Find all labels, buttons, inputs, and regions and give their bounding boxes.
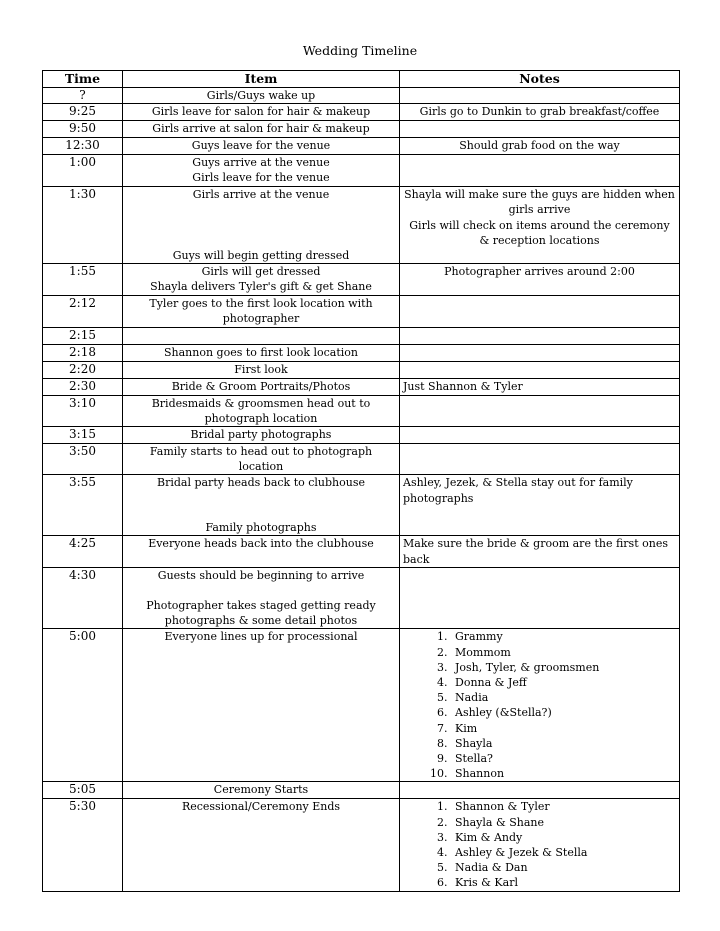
notes-cell bbox=[400, 344, 680, 361]
item-cell bbox=[123, 536, 400, 567]
item-line: Girls leave for the venue bbox=[192, 171, 330, 185]
item-line: Ceremony Starts bbox=[213, 783, 309, 797]
notes-paragraph: Girls will check on items around the ceremony & reception locations bbox=[409, 218, 670, 247]
timeline-row bbox=[43, 344, 680, 361]
item-line: Girls will get dressed bbox=[201, 265, 321, 279]
notes-cell bbox=[400, 327, 680, 344]
item-line: Guys arrive at the venue bbox=[192, 156, 330, 170]
list-item: 1. Grammy bbox=[451, 629, 676, 644]
timeline-row bbox=[43, 138, 680, 155]
timeline-row bbox=[43, 782, 680, 799]
notes-cell bbox=[400, 799, 680, 892]
item-cell bbox=[123, 88, 400, 104]
item-cell bbox=[123, 104, 400, 121]
time-cell: 2:15 bbox=[43, 327, 123, 344]
notes-cell: Make sure the bride & groom are the first ones back bbox=[400, 536, 680, 567]
item-cell bbox=[123, 475, 400, 536]
list-item: 7. Kim bbox=[451, 721, 676, 736]
timeline-row bbox=[43, 567, 680, 629]
item-cell bbox=[123, 327, 400, 344]
time-cell: 3:10 bbox=[43, 395, 123, 426]
time-cell: 2:18 bbox=[43, 344, 123, 361]
notes-cell: Photographer arrives around 2:00 bbox=[400, 264, 680, 295]
item-line: Bridal party heads back to clubhouse bbox=[156, 476, 365, 490]
time-cell: ? bbox=[43, 88, 123, 104]
item-cell bbox=[123, 264, 400, 295]
order-list bbox=[403, 799, 676, 890]
item-cell bbox=[123, 378, 400, 395]
item-line: Girls arrive at salon for hair & makeup bbox=[152, 122, 370, 136]
order-list bbox=[403, 629, 676, 781]
notes-cell bbox=[400, 121, 680, 138]
notes-paragraph: Shayla will make sure the guys are hidden when girls arrive bbox=[404, 188, 675, 217]
notes-cell bbox=[400, 295, 680, 327]
item-line: Family starts to head out to photograph location bbox=[149, 445, 373, 474]
timeline-row bbox=[43, 155, 680, 187]
item-cell bbox=[123, 444, 400, 475]
list-item: 6. Ashley (&Stella?) bbox=[451, 705, 676, 720]
item-cell bbox=[123, 121, 400, 138]
item-line: Shayla delivers Tyler's gift & get Shane bbox=[150, 280, 372, 294]
time-cell: 1:00 bbox=[43, 155, 123, 187]
item-cell bbox=[123, 427, 400, 444]
time-cell: 4:25 bbox=[43, 536, 123, 567]
timeline-row bbox=[43, 327, 680, 344]
time-cell: 2:30 bbox=[43, 378, 123, 395]
time-cell: 1:55 bbox=[43, 264, 123, 295]
item-cell bbox=[123, 344, 400, 361]
notes-cell bbox=[400, 444, 680, 475]
header-row bbox=[43, 71, 680, 88]
item-line: Girls arrive at the venue bbox=[192, 188, 330, 202]
time-cell: 9:25 bbox=[43, 104, 123, 121]
list-item: 2. Mommom bbox=[451, 645, 676, 660]
item-cell bbox=[123, 361, 400, 378]
item-cell bbox=[123, 799, 400, 892]
item-line: Recessional/Ceremony Ends bbox=[181, 800, 341, 814]
time-cell: 12:30 bbox=[43, 138, 123, 155]
list-item: 3. Kim & Andy bbox=[451, 830, 676, 845]
item-cell bbox=[123, 155, 400, 187]
notes-cell bbox=[400, 361, 680, 378]
notes-cell bbox=[400, 395, 680, 426]
item-cell bbox=[123, 395, 400, 426]
notes-cell: Should grab food on the way bbox=[400, 138, 680, 155]
item-line: Everyone heads back into the clubhouse bbox=[148, 537, 374, 551]
document-title: Wedding Timeline bbox=[302, 43, 418, 58]
item-line bbox=[126, 583, 396, 598]
timeline-row bbox=[43, 264, 680, 295]
notes-cell bbox=[400, 187, 680, 264]
notes-cell: Just Shannon & Tyler bbox=[400, 378, 680, 395]
notes-cell: Girls go to Dunkin to grab breakfast/coffee bbox=[400, 104, 680, 121]
time-cell: 3:55 bbox=[43, 475, 123, 536]
item-cell bbox=[123, 782, 400, 799]
time-cell: 3:15 bbox=[43, 427, 123, 444]
timeline-table bbox=[42, 70, 680, 892]
item-line: Photographer takes staged getting ready photographs & some detail photos bbox=[146, 599, 376, 628]
time-cell: 4:30 bbox=[43, 567, 123, 629]
timeline-row bbox=[43, 88, 680, 104]
time-column-header: Time bbox=[43, 71, 123, 88]
item-line: Bridal party photographs bbox=[190, 428, 332, 442]
item-line: First look bbox=[234, 362, 288, 376]
notes-cell: Ashley, Jezek, & Stella stay out for family photographs bbox=[400, 475, 680, 536]
item-line: Shannon goes to first look location bbox=[164, 345, 358, 359]
notes-cell bbox=[400, 782, 680, 799]
timeline-row bbox=[43, 427, 680, 444]
list-item: 1. Shannon & Tyler bbox=[451, 799, 676, 814]
item-line: Girls/Guys wake up bbox=[206, 89, 316, 102]
notes-cell bbox=[400, 567, 680, 629]
item-line: Tyler goes to the first look location with photographer bbox=[149, 296, 373, 325]
list-item: 4. Donna & Jeff bbox=[451, 675, 676, 690]
item-cell bbox=[123, 567, 400, 629]
item-line: Girls leave for salon for hair & makeup bbox=[151, 105, 371, 119]
list-item: 10. Shannon bbox=[451, 766, 676, 781]
list-item: 3. Josh, Tyler, & groomsmen bbox=[451, 660, 676, 675]
time-cell: 3:50 bbox=[43, 444, 123, 475]
item-line: Family photographs bbox=[205, 521, 317, 535]
notes-cell bbox=[400, 88, 680, 104]
list-item: 5. Nadia & Dan bbox=[451, 860, 676, 875]
timeline-row bbox=[43, 121, 680, 138]
notes-column-header: Notes bbox=[400, 71, 680, 88]
item-cell bbox=[123, 138, 400, 155]
timeline-row bbox=[43, 104, 680, 121]
list-item: 6. Kris & Karl bbox=[451, 875, 676, 890]
timeline-row bbox=[43, 378, 680, 395]
timeline-row bbox=[43, 444, 680, 475]
list-item: 5. Nadia bbox=[451, 690, 676, 705]
notes-cell bbox=[400, 629, 680, 782]
timeline-row bbox=[43, 475, 680, 536]
time-cell: 5:05 bbox=[43, 782, 123, 799]
item-cell bbox=[123, 295, 400, 327]
time-cell: 2:20 bbox=[43, 361, 123, 378]
item-line: Guys will begin getting dressed bbox=[172, 249, 350, 262]
list-item: 2. Shayla & Shane bbox=[451, 815, 676, 830]
timeline-row bbox=[43, 629, 680, 782]
list-item: 9. Stella? bbox=[451, 751, 676, 766]
time-cell: 5:30 bbox=[43, 799, 123, 892]
list-item: 4. Ashley & Jezek & Stella bbox=[451, 845, 676, 860]
list-item: 8. Shayla bbox=[451, 736, 676, 751]
item-cell bbox=[123, 629, 400, 782]
time-cell: 9:50 bbox=[43, 121, 123, 138]
time-cell: 2:12 bbox=[43, 295, 123, 327]
timeline-row bbox=[43, 536, 680, 567]
item-column-header: Item bbox=[123, 71, 400, 88]
item-line: Bridesmaids & groomsmen head out to photograph location bbox=[151, 396, 371, 425]
timeline-row bbox=[43, 361, 680, 378]
item-line: Everyone lines up for processional bbox=[164, 630, 358, 644]
timeline-row bbox=[43, 187, 680, 264]
time-cell: 5:00 bbox=[43, 629, 123, 782]
timeline-row bbox=[43, 295, 680, 327]
item-line bbox=[126, 328, 396, 343]
item-line: Guys leave for the venue bbox=[191, 139, 331, 153]
item-line: Bride & Groom Portraits/Photos bbox=[171, 379, 351, 393]
notes-cell bbox=[400, 427, 680, 444]
item-cell bbox=[123, 187, 400, 264]
timeline-row bbox=[43, 799, 680, 892]
timeline-row bbox=[43, 395, 680, 426]
item-line: Guests should be beginning to arrive bbox=[157, 568, 365, 582]
notes-cell bbox=[400, 155, 680, 187]
time-cell: 1:30 bbox=[43, 187, 123, 264]
